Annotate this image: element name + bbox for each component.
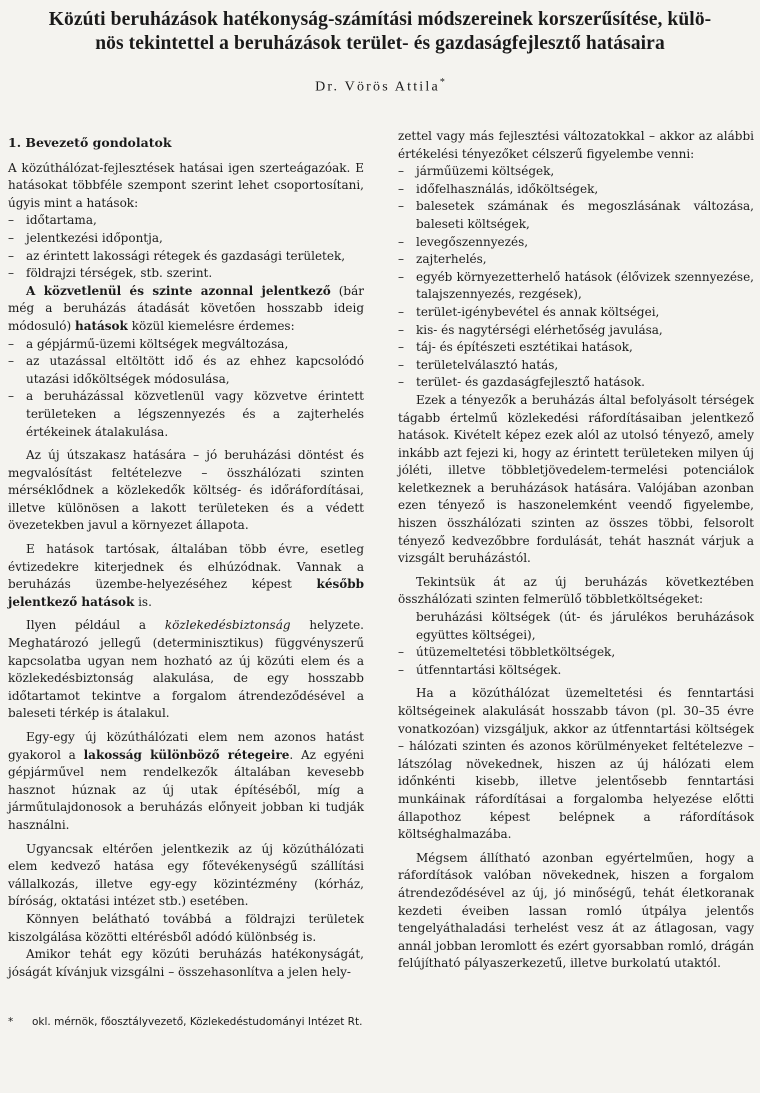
paragraph [8,541,364,611]
list-item: – terület-igénybevétel és annak költségei, [398,304,754,322]
article-title [0,8,760,56]
bold-phrase: lakosság különböző rétegeire [83,747,290,762]
list-item: – táj- és építészeti esztétikai hatások, [398,339,754,357]
bold-phrase: A közvetlenül és szinte azonnal jelentkező [26,283,331,298]
text-run: . Az egyéni gépjárművel nem rendelkezők általában kevesebb hasznot húznak az új utak építéséből, míg a járműtulajdonosok a beruházás előnyeit jobban ki tudják használni. [8,747,364,832]
list-item: – egyéb környezetterhelő hatások (élővizek szennyezése, talajszennyezés, rezgések), [398,269,754,304]
list-item: – kis- és nagytérségi elérhetőség javulása, [398,322,754,340]
text-run: Ilyen például a [26,618,165,633]
left-column [8,134,364,981]
list-item: – balesetek számának és megoszlásának változása, baleseti költségek, [398,198,754,233]
paragraph: Amikor tehát egy közúti beruházás hatékonyságát, jóságát kívánjuk vizsgálni – összehasonlítva a jelen hely- [8,947,364,979]
text-run: helyzete. Meghatározó jellegű (determinisztikus) függvényszerű kapcsolatba ugyan nem hozható az új közúti elem és a közlekedésbiztonság alakulása, de egy hosszabb időtartamot tekintve a forgalom átrendeződésével a baleseti térkép is átalakul. [8,618,364,721]
bold-phrase: később jelentkező hatások [8,577,364,609]
bullet-list [398,609,754,679]
bold-phrase: hatások [74,318,128,333]
list-item: – földrajzi térségek, stb. szerint. [8,265,364,283]
title-line-1: Közúti beruházások hatékonyság-számítási módszereinek korszerűsítése, külö- [48,9,712,30]
bullet-list [398,163,754,392]
title-line-2: nös tekintettel a beruházások terület- és gazdaságfejlesztő hatásaira [95,33,665,54]
paragraph: Könnyen belátható továbbá a földrajzi területek kiszolgálása közötti eltérésből adódó különbség is. [8,911,364,944]
paragraph: Ugyancsak eltérően jelentkezik az új közúthálózati elem kedvező hatása egy főtevékenységű szállítási vállalkozás, illetve egy-egy közintézmény (kórház, bíróság, oktatási intézet stb.) esetében. [8,841,364,909]
footnote [8,1015,368,1029]
footnote-text: okl. mérnök, főosztályvezető, Közlekedéstudományi Intézet Rt. [32,1016,363,1028]
author-footnote-mark: * [439,77,445,88]
list-item: – a gépjármű-üzemi költségek megváltozása, [8,336,364,354]
paragraph: Az új útszakasz hatására – jó beruházási döntést és megvalósítást feltételezve – összhálózati szinten mérséklődnek a közlekedők költség- és időráfordításai, illetve különösen a lakott területeken és a védett övezetekben javul a környezet állapota. [8,448,364,533]
list-item: – útfenntartási költségek. [398,662,754,680]
list-item: – útüzemeltetési többletköltségek, [398,644,754,662]
paragraph: zettel vagy más fejlesztési változatokkal – akkor az alábbi értékelési tényezőket célszerű figyelembe venni: [398,129,754,161]
list-item: – az érintett lakossági rétegek és gazdasági területek, [8,248,364,266]
paragraph: Mégsem állítható azonban egyértelműen, hogy a ráfordítások valóban növekednek, hiszen a forgalom átrendeződésével az új, jó minőségű, tehát életkoranak kezdeti éveiben lassan romló útpálya jelentős tengelyáthaladási terhelést vesz át az átlagosan, vagy annál jobban leromlott és ezért gyorsabban romló, drágán felújítható pályaszerkezetű, illetve burkolatú utaktól. [398,850,754,971]
text-run: is. [134,594,152,609]
list-item: – a beruházással közvetlenül vagy közvetve érintett területeken a légszennyezés és a zajterhelés értékeinek átalakulása. [8,388,364,441]
list-item: – levegőszennyezés, [398,234,754,252]
list-item: – terület- és gazdaságfejlesztő hatások. [398,374,754,392]
text-run: (bár még a beruházás átadását követően hosszabb ideig módosuló) [8,283,364,333]
list-item: beruházási költségek (út- és járulékos beruházások együttes költségei), [416,610,754,642]
list-item: – zajterhelés, [398,251,754,269]
list-item: – időfelhasználás, időköltségek, [398,181,754,199]
paragraph [8,283,364,336]
list-item: – jelentkezési időpontja, [8,230,364,248]
paragraph [8,617,364,723]
list-item: – az utazással eltöltött idő és az ehhez kapcsolódó utazási időköltségek módosulása, [8,353,364,388]
italic-phrase: közlekedésbiztonság [164,618,291,633]
section-heading: 1. Bevezető gondolatok [8,135,172,150]
list-item: – időtartama, [8,212,364,230]
paragraph [8,729,364,835]
author-line [0,77,760,96]
footnote-mark: * [8,1016,14,1028]
paragraph: Ha a közúthálózat üzemeltetési és fenntartási költségeinek alakulását hosszabb távon (pl. 30–35 évre vonatkozóan) vizsgáljuk, akkor az útfenntartási költségek – hálózati szinten és azonos körülményeket feltételezve – látszólag növekednek, hiszen az új hálózati elem időnkénti kisebb, illetve jelentősebb fenntartási munkáinak ráfordításai a forgalomba helyezése előtti állapothoz képest belépnek a ráfordítások költséghalmazába. [398,686,754,842]
list-item: – területelválasztó hatás, [398,357,754,375]
author-name: Dr. Vörös Attila [315,79,440,95]
text-run: E hatások tartósak, általában több évre, esetleg évtizedekre kiterjednek és elhúzódnak. Vannak a beruházás üzembe-helyezéséhez képest [8,542,364,592]
list-item: – járműüzemi költségek, [398,163,754,181]
text-run: közül kiemelésre érdemes: [127,318,295,333]
bullet-list [8,212,364,282]
right-column [398,128,754,973]
paragraph: A közúthálózat-fejlesztések hatásai igen szerteágazóak. E hatásokat többféle szempont szerint lehet csoportosítani, úgyis mint a hatások: [8,160,364,210]
bullet-list [8,336,364,442]
paragraph: Ezek a tényezők a beruházás által befolyásolt térségek tágabb értelmű közlekedési ráfordításaiban jelentkező hatások. Kivételt képez ezek alól az utolsó tényező, amely inkább azt fejezi ki, hogy az érintett területeken milyen új jóléti, illetve többletjövedelem-termelési potenciálok keletkeznek a beruházások hatására. Valójában azonban ezen tényező is haszonelemként veendő figyelembe, hiszen összhálózati szinten az összes többi, felsorolt tényező kedvezőbbre fordulását, tehát hasznát várjuk a vizsgált beruházástól. [398,392,754,566]
text-run: Egy-egy új közúthálózati elem nem azonos hatást gyakorol a [8,730,364,762]
paragraph: Tekintsük át az új beruházás következtében összhálózati szinten felmerülő többletköltségeket: [398,574,754,607]
